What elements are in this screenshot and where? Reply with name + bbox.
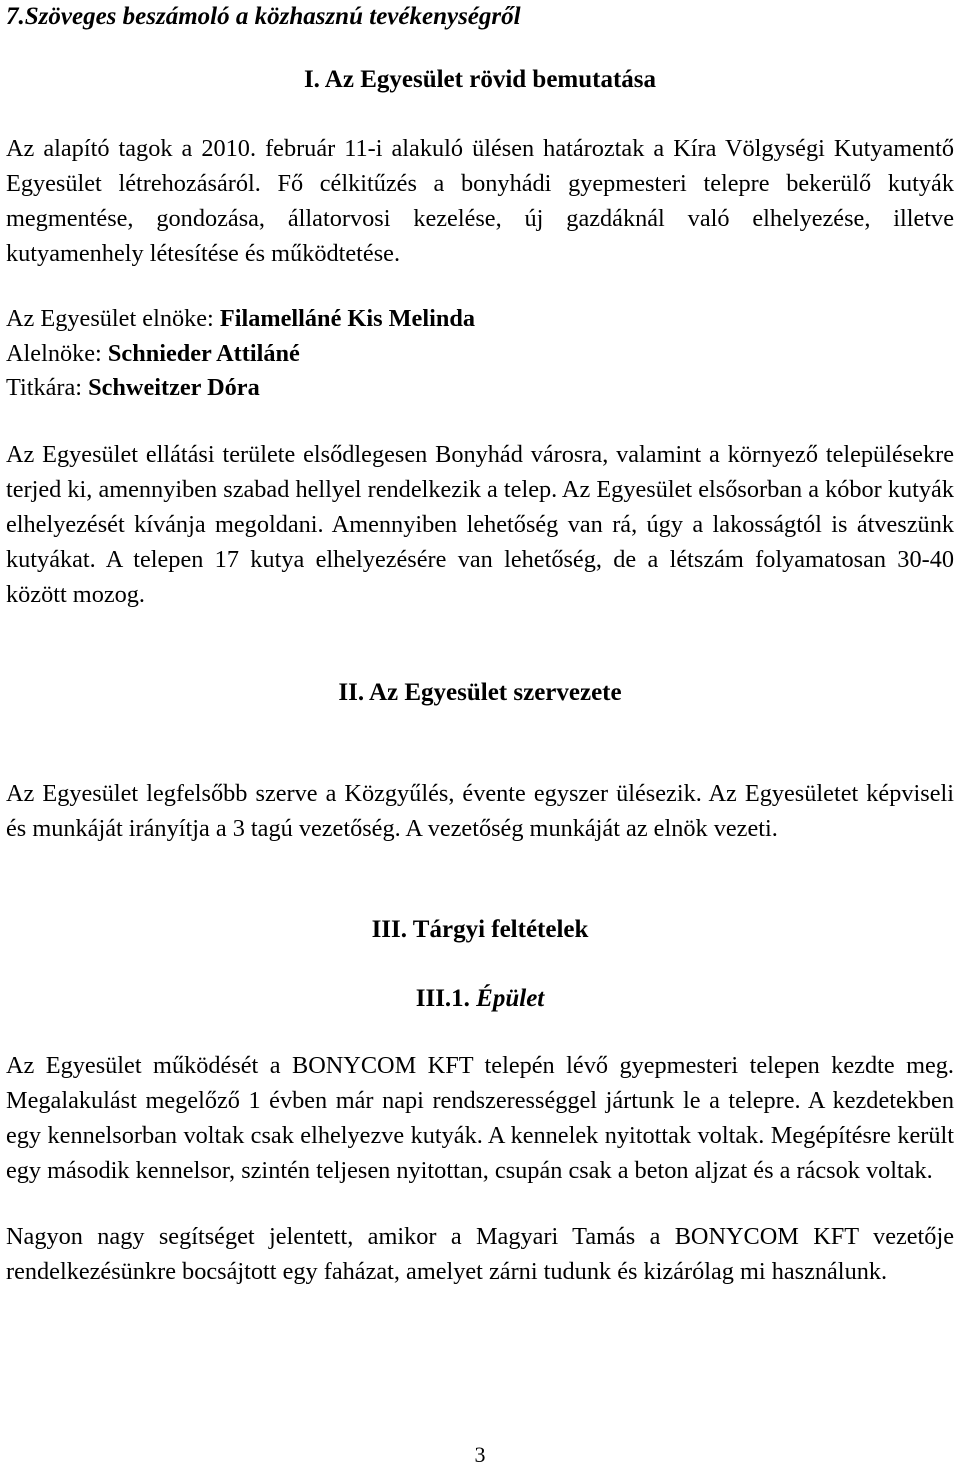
part1-title: I. Az Egyesület rövid bemutatása [303, 66, 657, 93]
part3-paragraph-1: Az Egyesület működését a BONYCOM KFT telepén lévő gyepmesteri telepen kezdte meg. Megalakulást megelőző 1 évben már napi rendszerességgel jártunk le a telepre. A kezdetekben egy kennelsorban voltak csak elhelyezve kutyák. A kennelek nyitottak voltak. Megépítésre került egy második kennelsor, szintén teljesen nyitottan, csupán csak a beton aljzat és a rácsok voltak. [6, 1052, 954, 1184]
part3-subtitle-number: III.1. [415, 985, 477, 1012]
part1-intro-paragraph: Az alapító tagok a 2010. február 11-i alakuló ülésen határoztak a Kíra Völgységi Kutyamentő Egyesület létrehozásáról. Fő célkitűzés a bonyhádi gyepmesteri telepre bekerülő kutyák megmentése, gondozása, állatorvosi kezelése, új gazdáknál való elhelyezése, illetve kutyamenhely létesítése és működtetése. [6, 135, 954, 267]
part3-title: III. Tárgyi feltételek [371, 916, 589, 943]
officer-secretary-name: Schweitzer Dóra [88, 374, 260, 401]
officer-vice-president-label: Alelnöke: [6, 340, 108, 367]
page-number: 3 [474, 1442, 486, 1467]
part1-area-paragraph: Az Egyesület ellátási területe elsődlegesen Bonyhád városra, valamint a környező településekre terjed ki, amennyiben szabad hellyel rendelkezik a telep. Az Egyesület elsősorban a kóbor kutyák elhelyezését kívánja megoldani. Amennyiben lehetőség van rá, úgy a lakosságtól is átveszünk kutyákat. A telepen 17 kutya elhelyezésére van lehetőség, de a létszám folyamatosan 30-40 között mozog. [6, 441, 954, 608]
officer-secretary [6, 370, 260, 405]
part2-title: II. Az Egyesület szervezete [338, 679, 622, 706]
officer-president [6, 301, 475, 336]
part3-paragraph-2: Nagyon nagy segítséget jelentett, amikor a Magyari Tamás a BONYCOM KFT vezetője rendelkezésünkre bocsájtott egy faházat, amelyet zárni tudunk és kizárólag mi használunk. [6, 1223, 954, 1285]
officer-president-name: Filamelláné Kis Melinda [219, 305, 475, 332]
officer-vice-president [6, 336, 300, 371]
part2-paragraph: Az Egyesület legfelsőbb szerve a Közgyűlés, évente egyszer ülésezik. Az Egyesületet képviseli és munkáját irányítja a 3 tagú vezetőség. A vezetőség munkáját az elnök vezeti. [6, 780, 954, 842]
part3-subtitle [0, 982, 960, 1016]
section-heading: 7.Szöveges beszámoló a közhasznú tevékenységről [6, 3, 521, 30]
officer-president-label: Az Egyesület elnöke: [6, 305, 220, 332]
officer-secretary-label: Titkára: [6, 374, 89, 401]
part3-subtitle-text: Épület [476, 985, 545, 1012]
officer-vice-president-name: Schnieder Attiláné [107, 340, 300, 367]
